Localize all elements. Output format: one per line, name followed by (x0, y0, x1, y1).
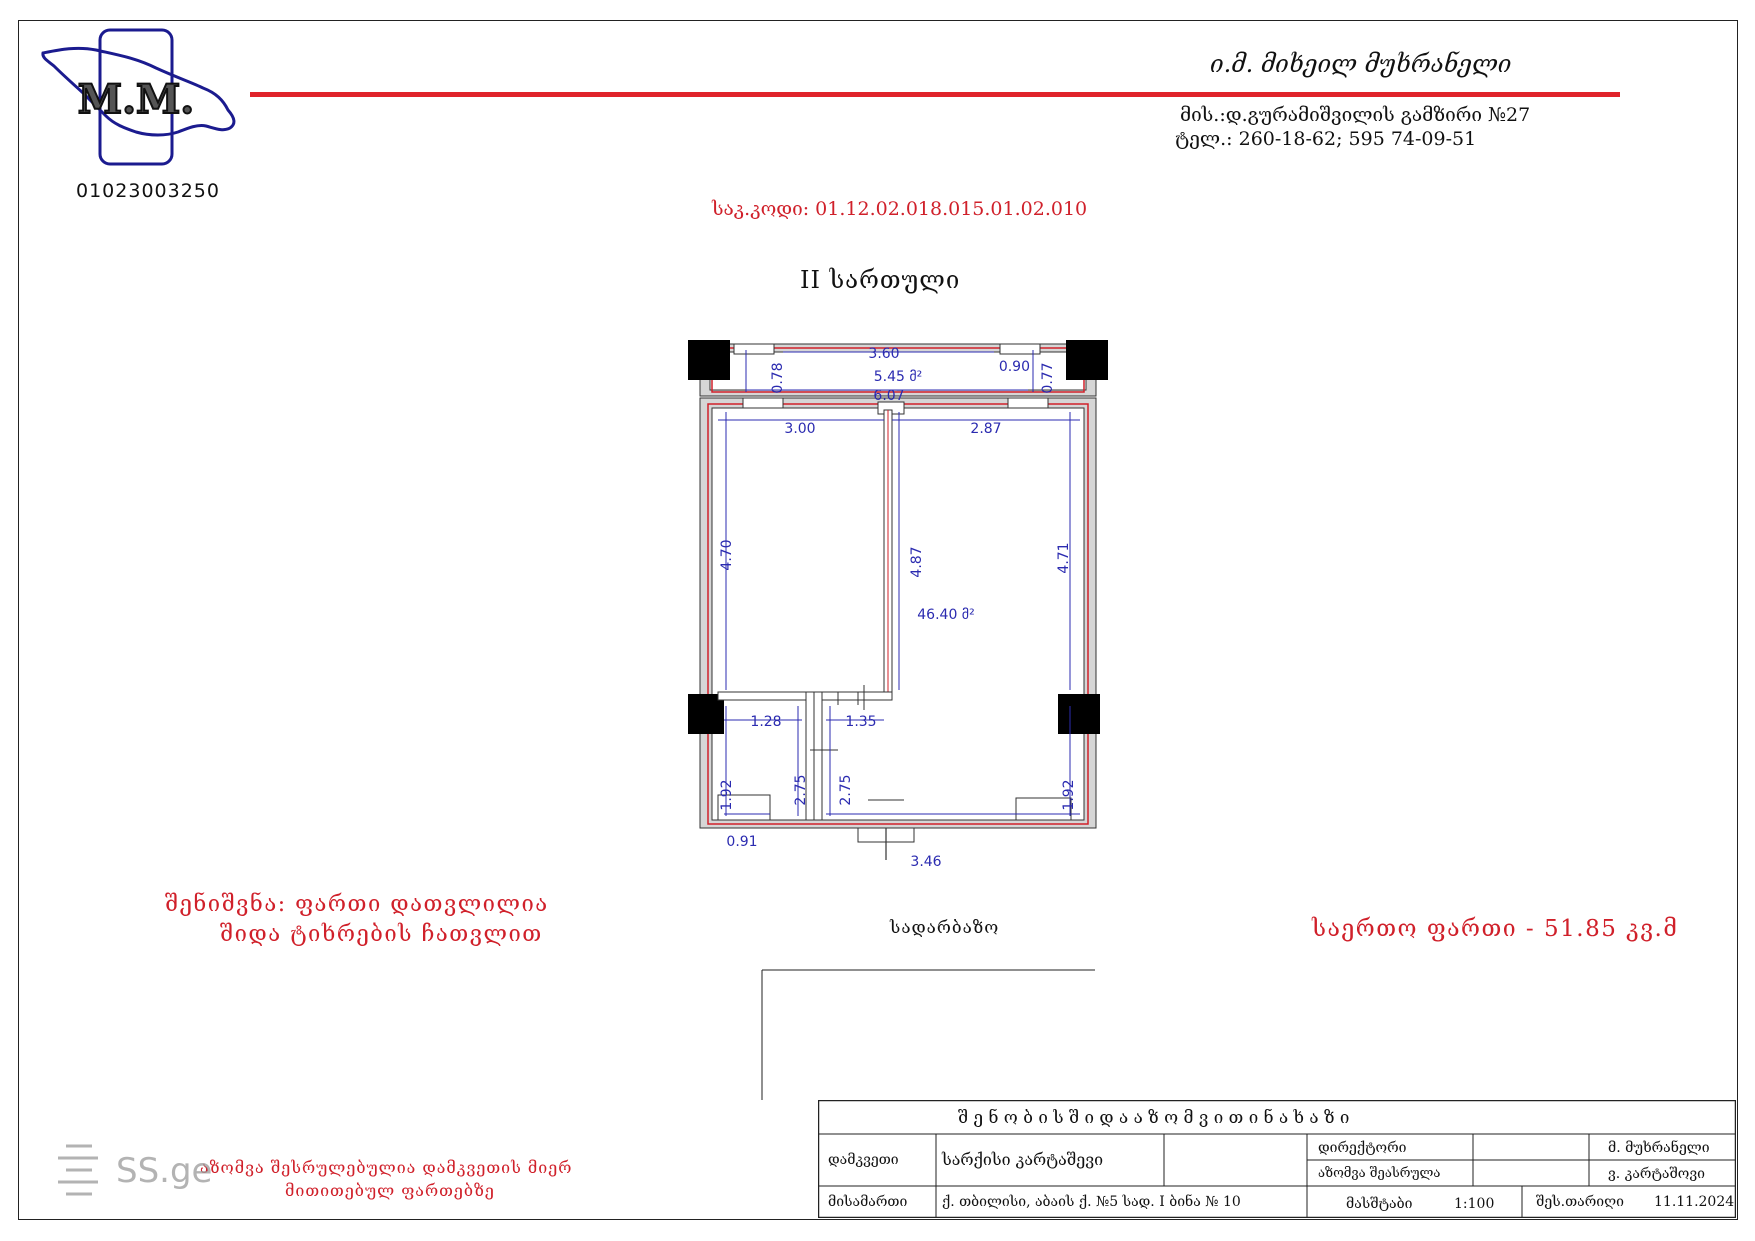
dim-left-height: 4.70 (719, 539, 735, 571)
dim-bottom-width: 3.46 (910, 854, 942, 870)
client-name: სარქისი კარტაშევი (942, 1150, 1104, 1169)
staircase-label: სადარბაზო (890, 918, 1000, 938)
dim-hall-height: 2.75 (838, 774, 854, 806)
watermark-text: SS.ge (116, 1151, 213, 1191)
logo-monogram: M.M. (77, 76, 195, 123)
note-line-1: შენიშვნა: ფართი დათვლილია (165, 892, 549, 917)
dim-hall-width: 1.35 (845, 714, 877, 730)
watermark (52, 1138, 242, 1198)
scale-value: 1:100 (1454, 1196, 1495, 1212)
dim-balcony-right: 0.77 (1040, 362, 1056, 394)
dim-right-lower: 1.92 (1061, 779, 1077, 811)
title-heading: შ ე ნ ო ბ ი ს შ ი დ ა ა ზ ო მ ვ ი თ ი ნ ა ხ ა ზ ი (958, 1108, 1350, 1128)
dim-bath-height: 2.75 (793, 774, 809, 806)
floor-title: II სართული (800, 266, 961, 294)
director-label: დირექტორი (1318, 1140, 1407, 1156)
company-phone: ტელ.: 260-18-62; 595 74-09-51 (1175, 128, 1477, 150)
company-address: მის.:დ.გურამიშვილის გამზირი №27 (1180, 104, 1531, 126)
company-logo (38, 28, 248, 168)
dim-left-lower: 1.92 (719, 779, 735, 811)
scale-label: მასშტაბი (1346, 1196, 1413, 1212)
address-value: ქ. თბილისი, აბაის ქ. №5 სად. I ბინა № 10 (942, 1194, 1241, 1210)
dim-top-right: 0.90 (998, 359, 1030, 375)
bottom-note-line-2: მითითებულ ფართებზე (285, 1181, 495, 1200)
date-value: 11.11.2024 (1654, 1194, 1735, 1210)
dim-room-left-width: 3.00 (784, 421, 816, 437)
address-label: მისამართი (828, 1194, 908, 1210)
bottom-note-line-1: აზომვა შესრულებულია დამკვეთის მიერ (200, 1158, 573, 1177)
surveyor-label: აზომვა შეასრულა (1318, 1166, 1441, 1181)
logo-number: 01023003250 (76, 180, 220, 202)
dim-center-height: 4.87 (909, 546, 925, 578)
client-label: დამკვეთი (828, 1152, 899, 1168)
surveyor-value: ვ. კარტაშოვი (1608, 1166, 1705, 1182)
date-label: შეს.თარიღი (1536, 1194, 1624, 1210)
dim-balcony-width: 6.07 (873, 388, 905, 404)
corner-lines (760, 968, 1100, 1108)
dim-balcony-left: 0.78 (770, 362, 786, 394)
dim-bottom-left: 0.91 (726, 834, 758, 850)
company-name: ი.მ. მიხეილ მუხრანელი (1210, 50, 1512, 78)
area-main: 46.40 მ² (917, 607, 975, 623)
cadastral-code: საკ.კოდი: 01.12.02.018.015.01.02.010 (712, 198, 1088, 220)
dim-bath-width: 1.28 (750, 714, 782, 730)
header-red-line (250, 92, 1620, 97)
note-line-2: შიდა ტიხრების ჩათვლით (220, 922, 543, 947)
title-block (818, 1100, 1736, 1218)
director-value: მ. მუხრანელი (1608, 1140, 1710, 1156)
total-area: საერთო ფართი - 51.85 კვ.მ (1312, 916, 1679, 942)
dim-right-height: 4.71 (1056, 542, 1072, 574)
dim-top-outer: 3.60 (868, 346, 900, 362)
dim-room-right-width: 2.87 (970, 421, 1002, 437)
area-balcony: 5.45 მ² (873, 369, 923, 385)
floor-plan (688, 340, 1108, 910)
